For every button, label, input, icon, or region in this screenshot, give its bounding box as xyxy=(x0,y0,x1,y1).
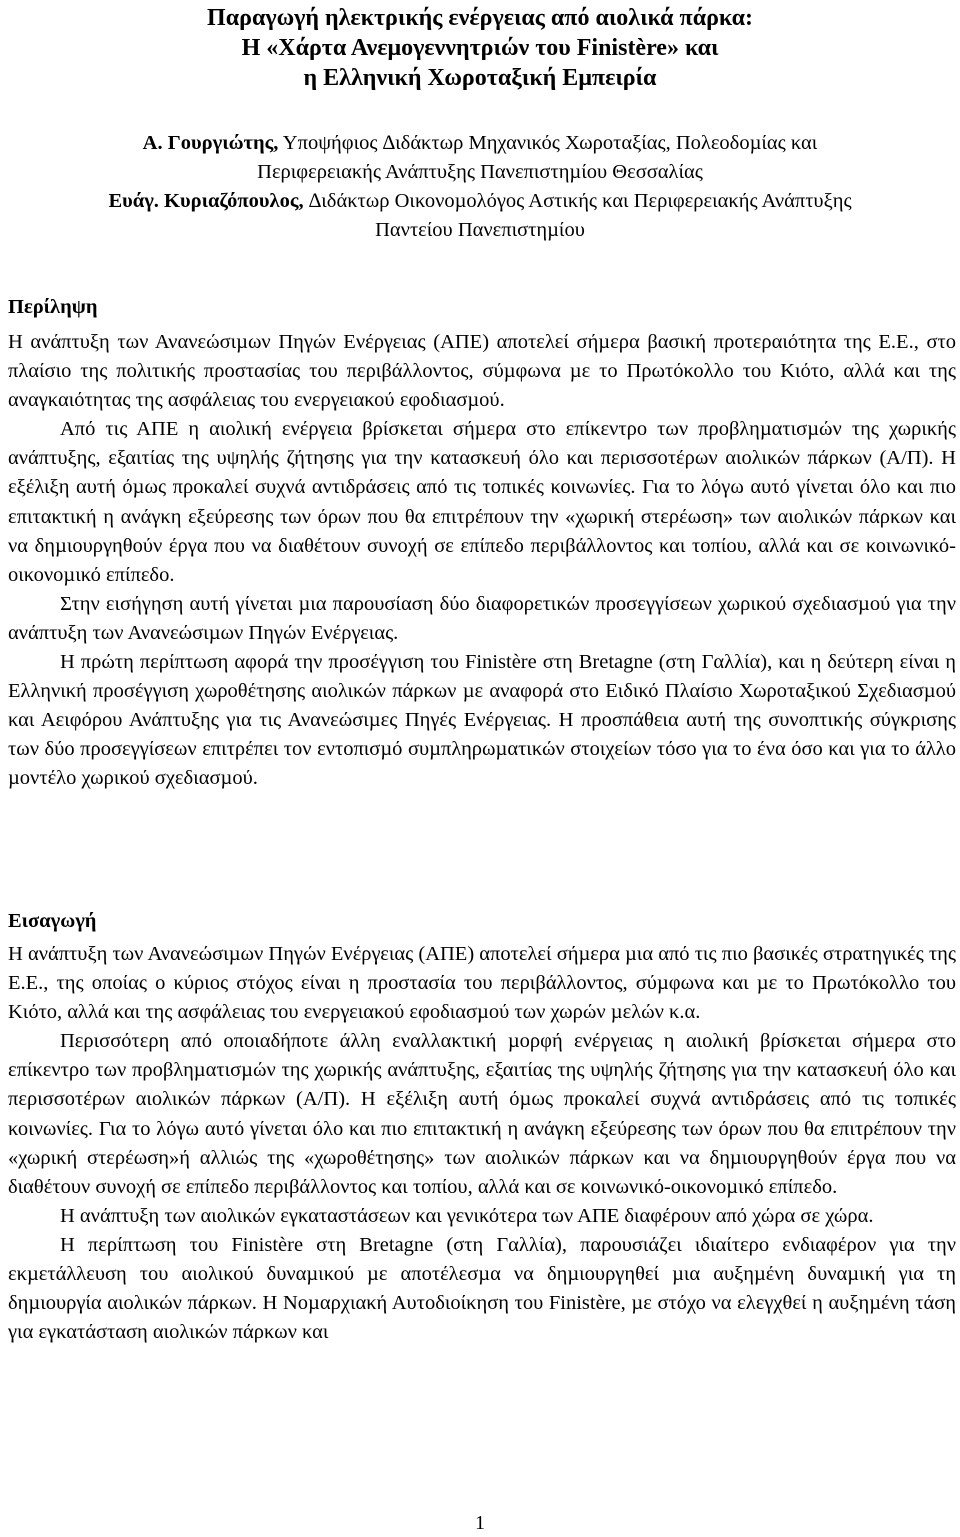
author-1-affiliation: Υποψήφιος ∆ιδάκτωρ Μηχανικός Χωροταξίας, Πολεοδοµίας και xyxy=(278,132,818,154)
intro-paragraph-2: Περισσότερη από οποιαδήποτε άλλη εναλλακτική µορφή ενέργειας η αιολική βρίσκεται σήµερα στο επίκεντρο των προβληµατισµών της χωρικής ανάπτυξης, εξαιτίας της υψηλής ζήτησης για την κατασκευή όλο και περισσοτέρων αιολικών πάρκων (Α/Π). Η εξέλιξη αυτή όµως προκαλεί συχνά αντιδράσεις από τις τοπικές κοινωνίες. Για το λόγω αυτό γίνεται όλο και πιο επιτακτική η ανάγκη εξεύρεσης των όρων που θα επιτρέπουν την «χωρική στερέωση»ή αλλιώς της «χωροθέτησης» των αιολικών πάρκων και να δηµιουργηθούν έργα που να διαθέτουν συνοχή σε επίπεδο περιβάλλοντος και τοπίου, αλλά και σε κοινωνικό-οικονοµικό επίπεδο. xyxy=(8,1030,956,1198)
page-number: 1 xyxy=(475,1512,485,1534)
title-line-2: Η «Χάρτα Ανεμογεννητριών του Finistère» και xyxy=(241,35,719,61)
intro-paragraph-4: Η περίπτωση του Finistère στη Bretagne (στη Γαλλία), παρουσιάζει ιδιαίτερο ενδιαφέρον για την εκµετάλλευση του αιολικού δυναµικού µε αποτέλεσµα να δηµιουργηθεί µια αυξηµένη δυναµική για τη δηµιουργία αιολικών πάρκων. Η Νοµαρχιακή Αυτοδιοίκηση του Finistère, µε στόχο να ελεγχθεί η αυξηµένη τάση για εγκατάσταση αιολικών πάρκων και xyxy=(8,1233,956,1344)
title-line-1: Παραγωγή ηλεκτρικής ενέργειας από αιολικά πάρκα: xyxy=(207,5,753,31)
author-1-line-1 xyxy=(0,129,960,158)
paper-title xyxy=(0,3,960,93)
author-2-name: Ευάγ. Κυριαζόπουλος, xyxy=(108,190,304,212)
author-1-name: Α. Γουργιώτης, xyxy=(142,132,279,154)
abstract-paragraph-2: Από τις ΑΠΕ η αιολική ενέργεια βρίσκεται σήµερα στο επίκεντρο των προβληµατισµών της χωρικής ανάπτυξης, εξαιτίας της υψηλής ζήτησης για την κατασκευή όλο και περισσοτέρων αιολικών πάρκων (Α/Π). Η εξέλιξη αυτή όµως προκαλεί συχνά αντιδράσεις από τις τοπικές κοινωνίες. Για το λόγω αυτό γίνεται όλο και πιο επιτακτική η ανάγκη εξεύρεσης των όρων που θα επιτρέπουν την «χωρική στερέωση» των αιολικών πάρκων και να δηµιουργηθούν έργα που να διαθέτουν συνοχή σε επίπεδο περιβάλλοντος και τοπίου, αλλά και σε κοινωνικό-οικονοµικό επίπεδο. xyxy=(8,418,956,586)
author-block xyxy=(0,129,960,245)
abstract-paragraph-4: Η πρώτη περίπτωση αφορά την προσέγγιση του Finistère στη Bretagne (στη Γαλλία), και η δεύτερη είναι η Ελληνική προσέγγιση χωροθέτησης αιολικών πάρκων µε αναφορά στο Ειδικό Πλαίσιο Χωροταξικού Σχεδιασµού και Αειφόρου Ανάπτυξης για τις Ανανεώσιµες Πηγές Ενέργειας. Η προσπάθεια αυτή της συνοπτικής σύγκρισης των δύο προσεγγίσεων επιτρέπει τον εντοπισµό συµπληρωµατικών στοιχείων τόσο για το ένα όσο και για το άλλο µοντέλο χωρικού σχεδιασµού. xyxy=(8,651,956,790)
author-2-affiliation: ∆ιδάκτωρ Οικονοµολόγος Αστικής και Περιφερειακής Ανάπτυξης xyxy=(303,190,852,212)
author-1-line-2: Περιφερειακής Ανάπτυξης Πανεπιστηµίου Θεσσαλίας xyxy=(257,161,703,183)
abstract-body xyxy=(8,328,956,794)
intro-paragraph-3: Η ανάπτυξη των αιολικών εγκαταστάσεων και γενικότερα των ΑΠΕ διαφέρουν από χώρα σε χώρα. xyxy=(60,1204,874,1227)
abstract-paragraph-3: Στην εισήγηση αυτή γίνεται µια παρουσίαση δύο διαφορετικών προσεγγίσεων χωρικού σχεδιασµού για την ανάπτυξη των Ανανεώσιµων Πηγών Ενέργειας. xyxy=(8,592,956,644)
author-2-line-2: Παντείου Πανεπιστηµίου xyxy=(375,219,585,241)
author-2-line-1 xyxy=(0,187,960,216)
abstract-heading: Περίληψη xyxy=(8,296,98,318)
introduction-body xyxy=(8,940,956,1347)
introduction-heading: Εισαγωγή xyxy=(8,910,97,932)
title-line-3: η Ελληνική Χωροταξική Εμπειρία xyxy=(303,65,657,91)
abstract-paragraph-1: Η ανάπτυξη των Ανανεώσιµων Πηγών Ενέργειας (ΑΠΕ) αποτελεί σήµερα βασική προτεραιότητα της Ε.Ε., στο πλαίσιο της πολιτικής προστασίας του περιβάλλοντος, σύµφωνα µε το Πρωτόκολλο του Κιότο, αλλά και της αναγκαιότητας της ασφάλειας του ενεργειακού εφοδιασµού. xyxy=(8,331,956,412)
intro-paragraph-1: Η ανάπτυξη των Ανανεώσιµων Πηγών Ενέργειας (ΑΠΕ) αποτελεί σήµερα µια από τις πιο βασικές στρατηγικές της Ε.Ε., της οποίας ο κύριος στόχος είναι η προστασία του περιβάλλοντος, σύµφωνα και µε το Πρωτόκολλο του Κιότο, αλλά και της ασφάλειας του ενεργειακού εφοδιασµού των χωρών µελών κ.α. xyxy=(8,943,956,1024)
